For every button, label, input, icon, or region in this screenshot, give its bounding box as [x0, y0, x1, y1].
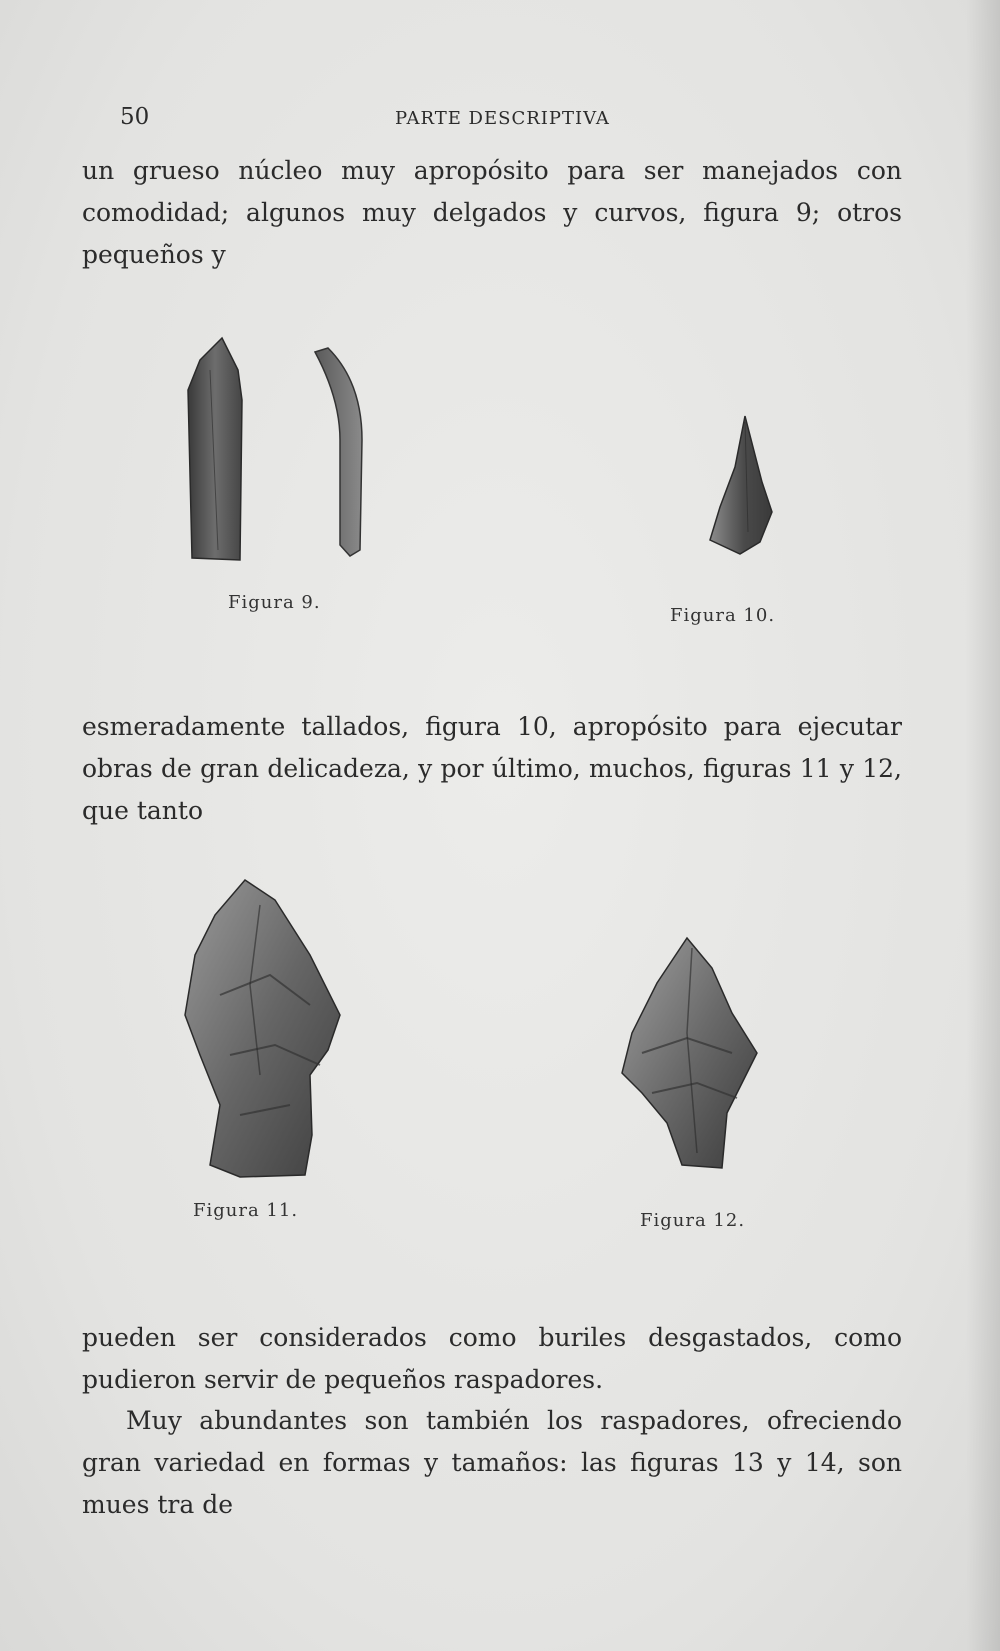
- figure-9-illustration: [180, 330, 380, 570]
- figure-10-caption: Figura 10.: [670, 605, 776, 626]
- page-number: 50: [120, 104, 150, 130]
- figure-11-caption: Figura 11.: [193, 1200, 299, 1221]
- paragraph-3: pueden ser considerados como buriles desgastados, como pudieron servir de pequeños raspadores.: [82, 1323, 902, 1394]
- page-header: [120, 104, 880, 134]
- paragraph-4: Muy abundantes son también los raspadores, ofreciendo gran variedad en formas y tamaños: las figuras 13 y 14, son mues tra de: [82, 1406, 902, 1519]
- paragraph-2: esmeradamente tallados, figura 10, apropósito para ejecutar obras de gran delicadeza, y por último, muchos, figuras 11 y 12, que tanto: [82, 712, 902, 825]
- figure-12-caption: Figura 12.: [640, 1210, 746, 1231]
- paragraph-1: un grueso núcleo muy apropósito para ser manejados con comodidad; algunos muy delgados y curvos, figura 9; otros pequeños y: [82, 156, 902, 269]
- running-head: PARTE DESCRIPTIVA: [395, 108, 610, 129]
- figure-10-illustration: [700, 412, 780, 562]
- figure-12-illustration: [612, 933, 762, 1173]
- figure-11-illustration: [180, 875, 350, 1185]
- page-edge-shadow: [966, 0, 1000, 1651]
- figure-9-caption: Figura 9.: [228, 592, 321, 613]
